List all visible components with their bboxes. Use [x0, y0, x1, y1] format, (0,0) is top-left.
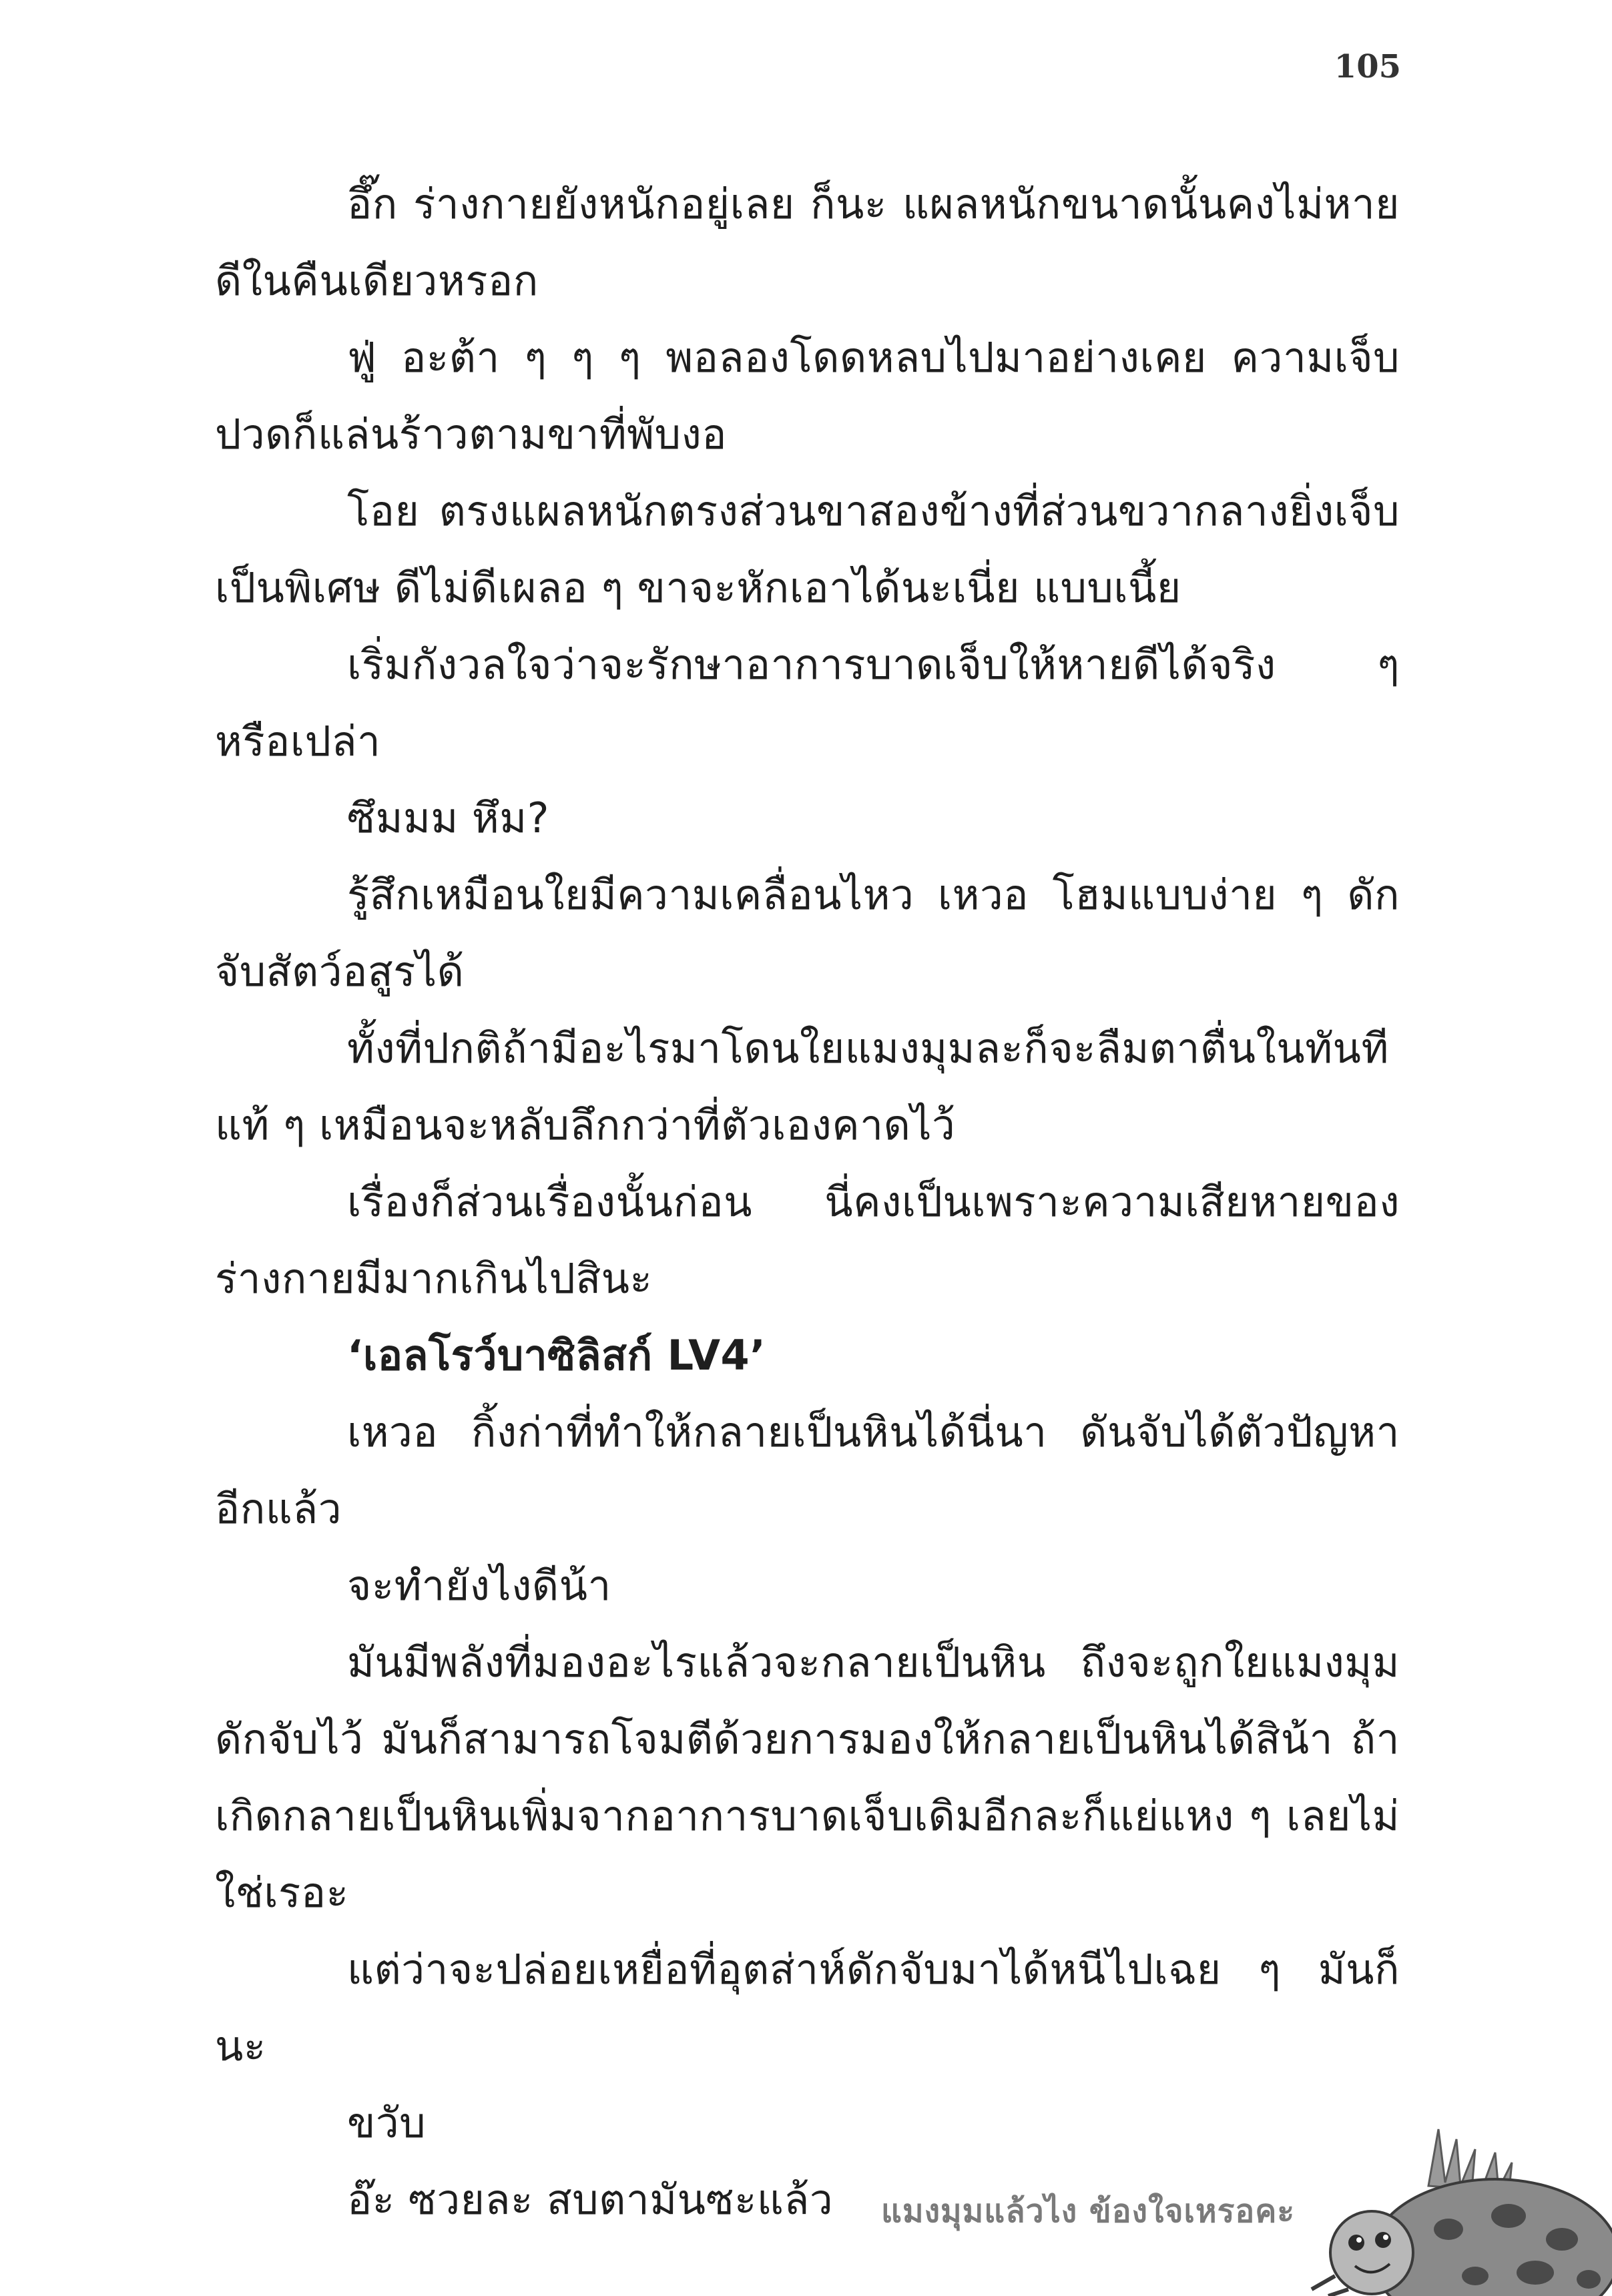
running-footer-title: แมงมุมแล้วไง ข้องใจเหรอคะ: [881, 2193, 1296, 2230]
spider-mascot-icon: [1308, 2122, 1612, 2296]
body-text: [215, 166, 1400, 2238]
paragraph: มันมีพลังที่มองอะไรแล้วจะกลายเป็นหิน ถึงจะถูกใยแมงมุมดักจับไว้ มันก็สามารถโจมตีด้วยการมองให้กลายเป็นหินได้สิน้า ถ้าเกิดกลายเป็นหินเพิ่มจากอาการบาดเจ็บเดิมอีกละก็แย่แหง ๆ เลยไม่ใช่เรอะ: [215, 1638, 1400, 1917]
paragraph: เรื่องก็ส่วนเรื่องนั้นก่อน นี่คงเป็นเพราะความเสียหายของร่างกายมีมากเกินไปสินะ: [215, 1177, 1400, 1303]
paragraph: ซึมมม หึม?: [347, 794, 550, 842]
paragraph: เหวอ กิ้งก่าที่ทำให้กลายเป็นหินได้นี่นา ดันจับได้ตัวปัญหาอีกแล้ว: [215, 1408, 1400, 1533]
paragraph: รู้สึกเหมือนใยมีความเคลื่อนไหว เหวอ โฮมแบบง่าย ๆ ดักจับสัตว์อสูรได้: [215, 870, 1400, 996]
paragraph: ทั้งที่ปกติถ้ามีอะไรมาโดนใยแมงมุมละก็จะลืมตาตื่นในทันทีแท้ ๆ เหมือนจะหลับลึกกว่าที่ตัวเองคาดไว้: [215, 1024, 1389, 1149]
paragraph: เริ่มกังวลใจว่าจะรักษาอาการบาดเจ็บให้หายดีได้จริง ๆ หรือเปล่า: [215, 640, 1400, 766]
page-number: 105: [1334, 48, 1401, 85]
paragraph: ขวับ: [347, 2098, 427, 2147]
paragraph: จะทำยังไงดีน้า: [347, 1561, 611, 1610]
paragraph: อึ๊ก ร่างกายยังหนักอยู่เลย ก็นะ แผลหนักขนาดนั้นคงไม่หายดีในคืนเดียวหรอก: [215, 180, 1400, 305]
paragraph: ฟู่ อะต้า ๆ ๆ ๆ พอลองโดดหลบไปมาอย่างเคย ความเจ็บปวดก็แล่นร้าวตามขาที่พับงอ: [215, 333, 1400, 459]
skill-appraisal-line: ‘เอลโรว์บาซิลิสก์ LV4’: [347, 1331, 766, 1380]
paragraph: อ๊ะ ซวยละ สบตามันซะแล้ว: [347, 2175, 834, 2224]
paragraph: แต่ว่าจะปล่อยเหยื่อที่อุตส่าห์ดักจับมาได้หนีไปเฉย ๆ มันก็นะ: [215, 1945, 1400, 2070]
paragraph: โอย ตรงแผลหนักตรงส่วนขาสองข้างที่ส่วนขวากลางยิ่งเจ็บเป็นพิเศษ ดีไม่ดีเผลอ ๆ ขาจะหักเอาได้นะเนี่ย แบบเนี้ย: [215, 487, 1400, 612]
